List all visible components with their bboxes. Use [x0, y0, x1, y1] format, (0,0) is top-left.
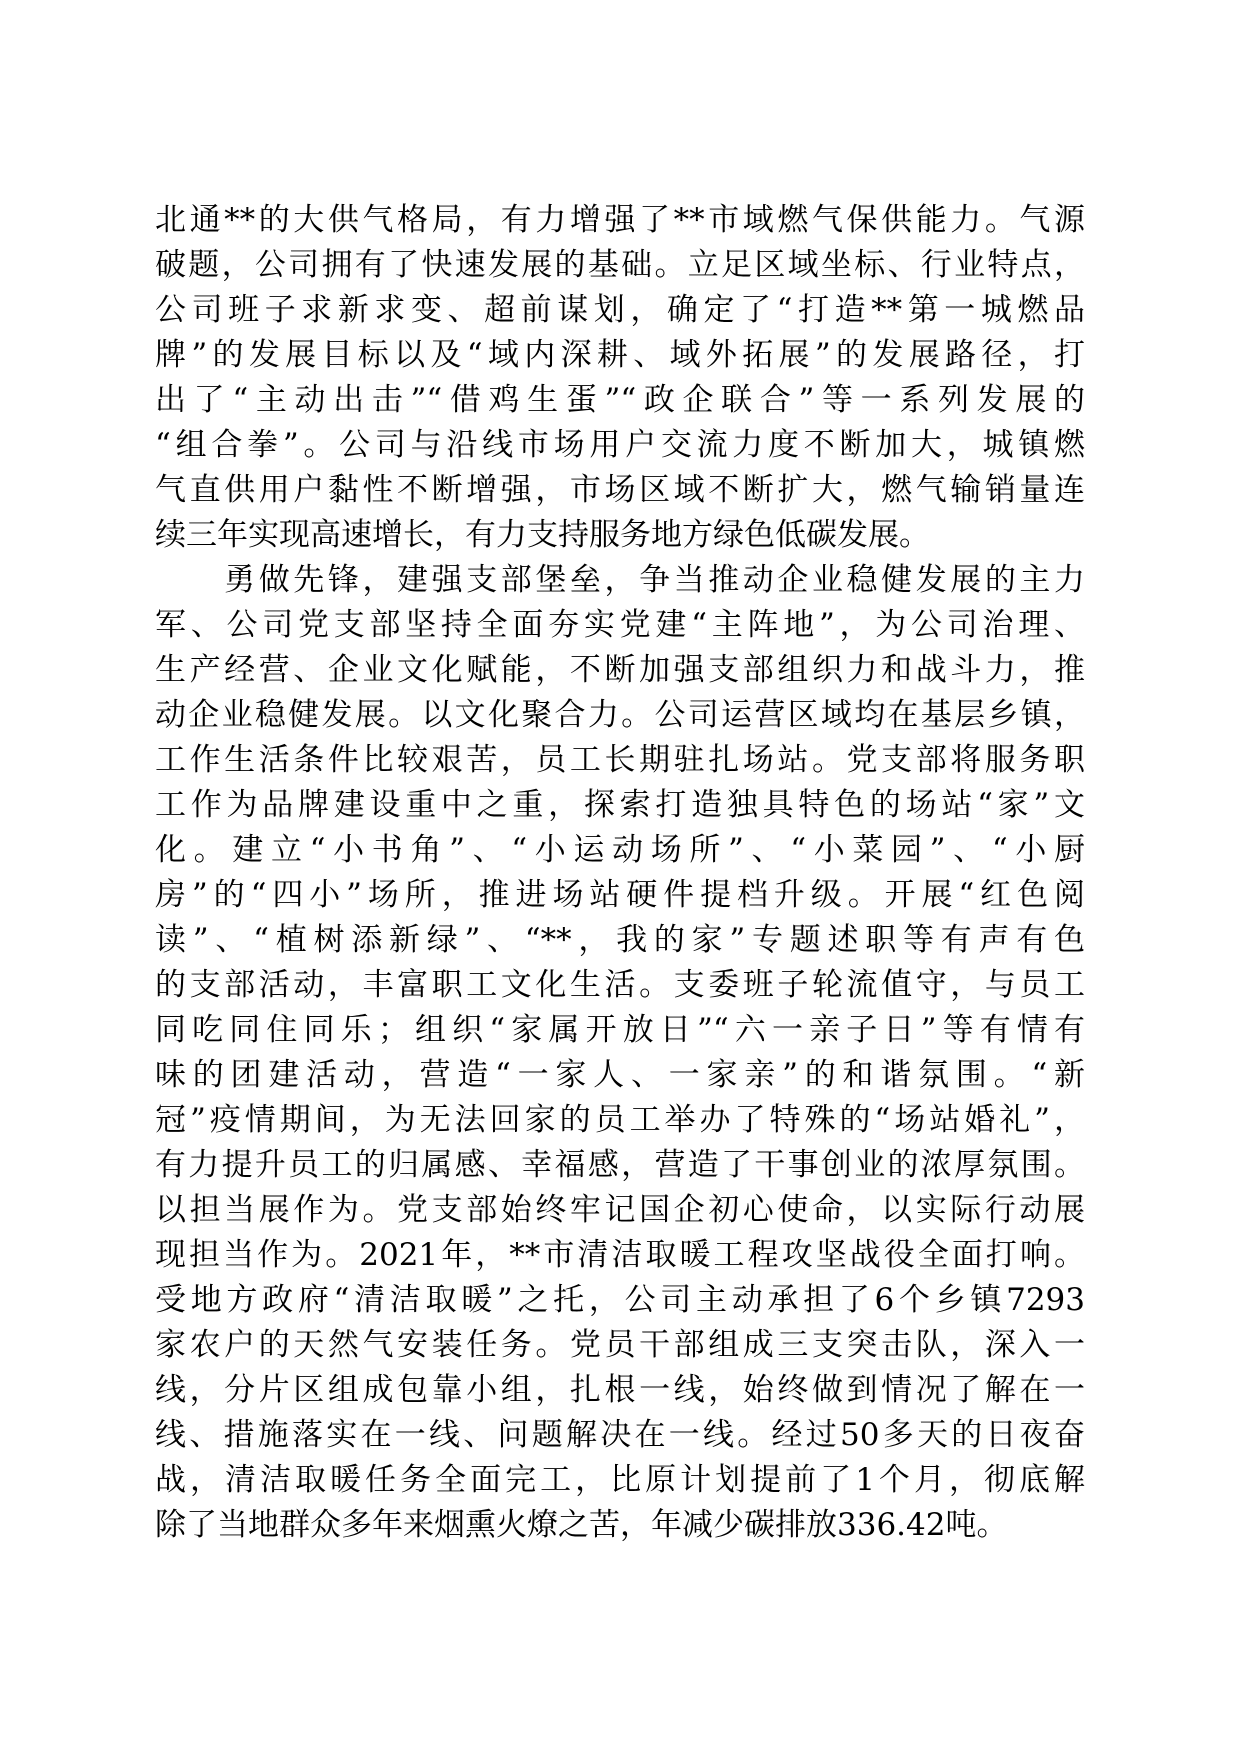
text-line: 读”、“植树添新绿”、“**，我的家”专题述职等有声有色: [155, 922, 1085, 958]
text-line: 同吃同住同乐；组织“家属开放日”“六一亲子日”等有情有: [155, 1012, 1085, 1048]
text-line: 线，分片区组成包靠小组，扎根一线，始终做到情况了解在一: [155, 1372, 1085, 1408]
text-line: 续三年实现高速增长，有力支持服务地方绿色低碳发展。: [155, 517, 930, 553]
text-line: 工作为品牌建设重中之重，探索打造独具特色的场站“家”文: [155, 787, 1085, 823]
text-line: 勇做先锋，建强支部堡垒，争当推动企业稳健发展的主力: [155, 562, 1085, 598]
text-line: 气直供用户黏性不断增强，市场区域不断扩大，燃气输销量连: [155, 472, 1085, 508]
text-line: 战，清洁取暖任务全面完工，比原计划提前了1个月，彻底解: [155, 1462, 1085, 1498]
text-line: 以担当展作为。党支部始终牢记国企初心使命，以实际行动展: [155, 1192, 1085, 1228]
paragraph-2: [155, 558, 1085, 1548]
text-line: 牌”的发展目标以及“域内深耕、域外拓展”的发展路径，打: [155, 337, 1085, 373]
text-line: 动企业稳健发展。以文化聚合力。公司运营区域均在基层乡镇，: [155, 697, 1085, 733]
text-line: 军、公司党支部坚持全面夯实党建“主阵地”，为公司治理、: [155, 607, 1085, 643]
text-line: 有力提升员工的归属感、幸福感，营造了干事创业的浓厚氛围。: [155, 1147, 1085, 1183]
text-line: 冠”疫情期间，为无法回家的员工举办了特殊的“场站婚礼”，: [155, 1102, 1085, 1138]
text-line: 工作生活条件比较艰苦，员工长期驻扎场站。党支部将服务职: [155, 742, 1085, 778]
text-line: 受地方政府“清洁取暖”之托，公司主动承担了6个乡镇7293: [155, 1282, 1085, 1318]
paragraph-1: [155, 198, 1085, 558]
text-line: 家农户的天然气安装任务。党员干部组成三支突击队，深入一: [155, 1327, 1085, 1363]
body-text: [155, 198, 1085, 1548]
text-line: 公司班子求新求变、超前谋划，确定了“打造**第一城燃品: [155, 292, 1085, 328]
text-line: 化。建立“小书角”、“小运动场所”、“小菜园”、“小厨: [155, 832, 1085, 868]
text-line: 破题，公司拥有了快速发展的基础。立足区域坐标、行业特点，: [155, 247, 1085, 283]
text-line: 北通**的大供气格局，有力增强了**市域燃气保供能力。气源: [155, 202, 1085, 238]
text-line: “组合拳”。公司与沿线市场用户交流力度不断加大，城镇燃: [155, 427, 1085, 463]
text-line: 除了当地群众多年来烟熏火燎之苦，年减少碳排放336.42吨。: [155, 1507, 1008, 1543]
text-line: 生产经营、企业文化赋能，不断加强支部组织力和战斗力，推: [155, 652, 1085, 688]
text-line: 味的团建活动，营造“一家人、一家亲”的和谐氛围。“新: [155, 1057, 1085, 1093]
text-line: 房”的“四小”场所，推进场站硬件提档升级。开展“红色阅: [155, 877, 1085, 913]
text-line: 的支部活动，丰富职工文化生活。支委班子轮流值守，与员工: [155, 967, 1085, 1003]
text-line: 线、措施落实在一线、问题解决在一线。经过50多天的日夜奋: [155, 1417, 1085, 1453]
text-line: 出了“主动出击”“借鸡生蛋”“政企联合”等一系列发展的: [155, 382, 1085, 418]
text-line: 现担当作为。2021年，**市清洁取暖工程攻坚战役全面打响。: [155, 1237, 1085, 1273]
